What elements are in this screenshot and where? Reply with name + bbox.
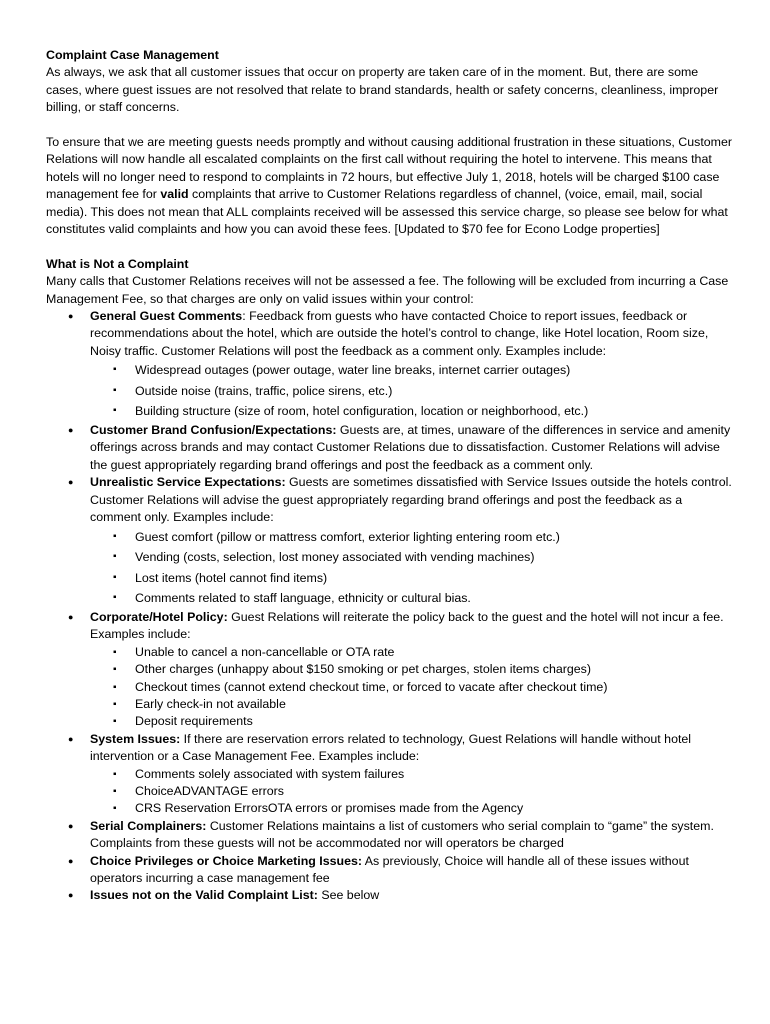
item-text: : Feedback from guests who have contacted Choice to report issues, feedback or recommendations about the hotel, which are outside the hotel’s control to change, like Hotel location, Room size, Noisy traffic. Customer Relations will post the feedback as a comment only. Examples include: [90, 309, 709, 358]
sub-list-item: ▪ Comments solely associated with system failures [135, 766, 736, 783]
section-title: What is Not a Complaint [46, 256, 189, 271]
sub-list [90, 527, 736, 609]
item-label: Unrealistic Service Expectations: [90, 475, 286, 490]
item-text: Guest Relations will reiterate the policy back to the guest and the hotel will not incur a fee. Examples include: [90, 609, 724, 642]
sub-list-item: ▪ Vending (costs, selection, lost money associated with vending machines) [135, 547, 736, 568]
sub-list-item: ▪ Lost items (hotel cannot find items) [135, 568, 736, 589]
sub-list-item: ▪ Early check-in not available [135, 696, 736, 713]
sub-list-item: ▪ Checkout times (cannot extend checkout time, or forced to vacate after checkout time) [135, 679, 736, 696]
item-label: General Guest Comments [90, 309, 243, 324]
list-item [90, 818, 736, 853]
item-label: Serial Complainers: [90, 818, 207, 833]
exclusion-list [46, 308, 736, 905]
intro-p2-valid: valid [160, 187, 189, 202]
intro-paragraph-2 [46, 134, 736, 238]
sub-list [90, 766, 736, 818]
sub-list-item: ▪ Outside noise (trains, traffic, police sirens, etc.) [135, 381, 736, 402]
item-label: Corporate/Hotel Policy: [90, 609, 228, 624]
sub-list-item: ▪ Unable to cancel a non-cancellable or OTA rate [135, 644, 736, 661]
sub-list-item: ▪ ChoiceADVANTAGE errors [135, 783, 736, 800]
item-text: Guests are sometimes dissatisfied with Service Issues outside the hotels control. Customer Relations will advise the guest appropriately regarding brand offerings and post the feedback as a comment only. Examples include: [90, 475, 732, 525]
document-page [46, 47, 736, 905]
sub-list-item: ▪ Guest comfort (pillow or mattress comfort, exterior lighting entering room etc.) [135, 527, 736, 548]
sub-list-item: ▪ Widespread outages (power outage, water line breaks, internet carrier outages) [135, 360, 736, 381]
page-title: Complaint Case Management [46, 48, 219, 62]
list-item [90, 731, 736, 818]
item-text: As previously, Choice will handle all of these issues without operators incurring a case management fee [90, 853, 689, 885]
sub-list-item: ▪ Building structure (size of room, hotel configuration, location or neighborhood, etc.) [135, 401, 736, 422]
sub-list-item: ▪ Other charges (unhappy about $150 smoking or pet charges, stolen items charges) [135, 661, 736, 678]
list-item [90, 422, 736, 474]
item-text: Guests are, at times, unaware of the differences in service and amenity offerings across brands and may contact Customer Relations due to dissatisfaction. Customer Relations will advise the guest appropriately regarding brand offerings and post the feedback as a comment only. [90, 423, 731, 472]
intro-paragraph-1: As always, we ask that all customer issues that occur on property are taken care of in the moment. But, there are some cases, where guest issues are not resolved that relate to brand standards, health or safety concerns, cleanliness, improper billing, or staff concerns. [46, 65, 719, 115]
list-item [90, 474, 736, 609]
sub-list [90, 644, 736, 731]
sub-list-item: ▪ Deposit requirements [135, 713, 736, 730]
list-item [90, 887, 736, 904]
item-text: See below [317, 888, 380, 903]
item-label: Choice Privileges or Choice Marketing Issues: [90, 853, 362, 868]
item-text: If there are reservation errors related to technology, Guest Relations will handle without hotel intervention or a Case Management Fee. Examples include: [90, 731, 692, 764]
sub-list-item: ▪ Comments related to staff language, ethnicity or cultural bias. [135, 588, 736, 609]
sub-list-item: ▪ CRS Reservation ErrorsOTA errors or promises made from the Agency [135, 800, 736, 817]
section-intro: Many calls that Customer Relations receives will not be assessed a fee. The following will be excluded from incurring a Case Management Fee, so that charges are only on valid issues within your control: [46, 274, 729, 306]
list-item [90, 853, 736, 888]
intro-p2-text-a: To ensure that we are meeting guests needs promptly and without causing additional frustration in these situations, Customer Relations will now handle all escalated complaints on the first call without requiring the hotel to intervene. This means that hotels will no longer need to respond to complaints in 72 hours, but effective July 1, 2018, hotels will be charged $100 case management fee for [46, 135, 732, 202]
intro-p2-text-b: complaints that arrive to Customer Relations regardless of channel, (voice, email, mail, social media). This does not mean that ALL complaints received will be assessed this service charge, so please see below for what constitutes valid complaints and how you can avoid these fees. [Updated to $70 fee for Econo Lodge properties] [46, 187, 728, 237]
item-text: Customer Relations maintains a list of customers who serial complain to “game” the system. Complaints from these guests will not be accommodated nor will operators be charged [90, 818, 714, 851]
sub-list [90, 360, 736, 422]
list-item [90, 609, 736, 731]
list-item [90, 308, 736, 422]
item-label: System Issues: [90, 731, 181, 746]
item-label: Issues not on the Valid Complaint List: [90, 888, 318, 903]
item-label: Customer Brand Confusion/Expectations: [90, 423, 337, 438]
